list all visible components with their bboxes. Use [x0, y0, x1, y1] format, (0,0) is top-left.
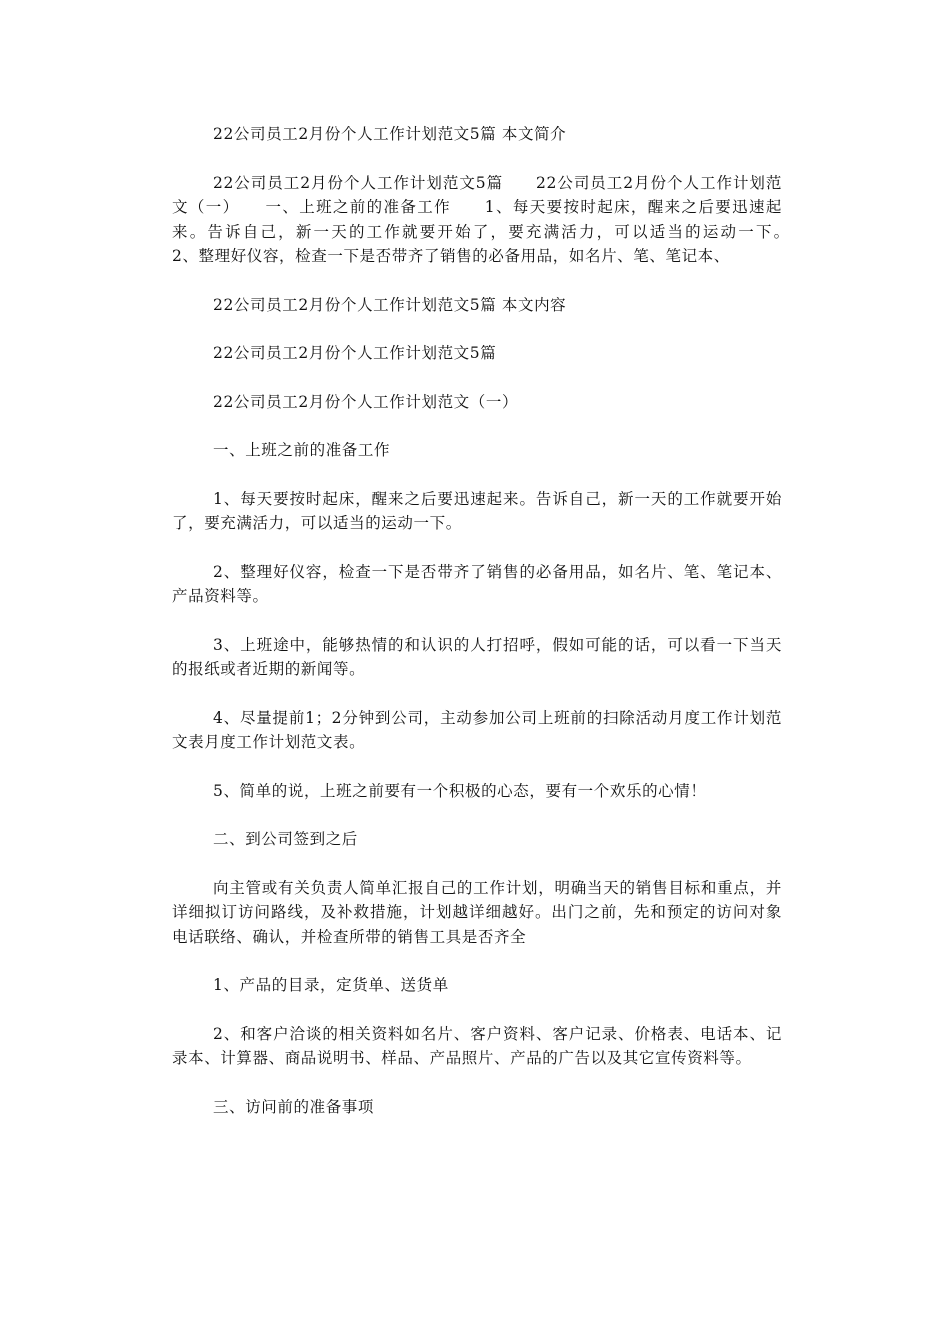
list-item-2-1: 1、产品的目录，定货单、送货单: [213, 976, 449, 994]
summary-heading: 22公司员工2月份个人工作计划范文5篇 本文简介: [213, 125, 567, 143]
list-item-1-1: 1、每天要按时起床，醒来之后要迅速起来。告诉自己，新一天的工作就要开始了，要充满活力，可以适当的运动一下。: [172, 489, 782, 532]
list-item-2-2: 2、和客户洽谈的相关资料如名片、客户资料、客户记录、价格表、电话本、记录本、计算器、商品说明书、样品、产品照片、产品的广告以及其它宣传资料等。: [172, 1024, 782, 1067]
document-subtitle: 22公司员工2月份个人工作计划范文（一）: [213, 392, 519, 411]
document-title: 22公司员工2月份个人工作计划范文5篇: [213, 344, 497, 362]
list-item-1-5: 5、简单的说，上班之前要有一个积极的心态，要有一个欢乐的心情！: [213, 781, 707, 800]
list-item-1-2: 2、整理好仪容，检查一下是否带齐了销售的必备用品，如名片、笔、笔记本、产品资料等。: [172, 562, 782, 605]
list-item-1-3: 3、上班途中，能够热情的和认识的人打招呼，假如可能的话，可以看一下当天的报纸或者近期的新闻等。: [172, 635, 782, 678]
content-heading: 22公司员工2月份个人工作计划范文5篇 本文内容: [213, 295, 567, 314]
document-body: [172, 122, 815, 1143]
summary-text: 22公司员工2月份个人工作计划范文5篇 22公司员工2月份个人工作计划范文（一） 一、上班之前的准备工作 1、每天要按时起床，醒来之后要迅速起来。告诉自己，新一天的工作就要开始了，要充满活力，可以适当的运动一下。 2、整理好仪容，检查一下是否带齐了销售的必备用品，如名片、笔、笔记本、: [172, 173, 815, 265]
section-2-paragraph: 向主管或有关负责人简单汇报自己的工作计划，明确当天的销售目标和重点，并详细拟订访问路线，及补救措施，计划越详细越好。出门之前，先和预定的访问对象电话联络、确认，并检查所带的销售工具是否齐全: [172, 878, 782, 946]
section-heading-2: 二、到公司签到之后: [213, 830, 358, 848]
section-heading-1: 一、上班之前的准备工作: [213, 441, 391, 459]
list-item-1-4: 4、尽量提前1；2分钟到公司，主动参加公司上班前的扫除活动月度工作计划范文表月度工作计划范文表。: [172, 708, 782, 751]
section-heading-3: 三、访问前的准备事项: [213, 1097, 375, 1116]
